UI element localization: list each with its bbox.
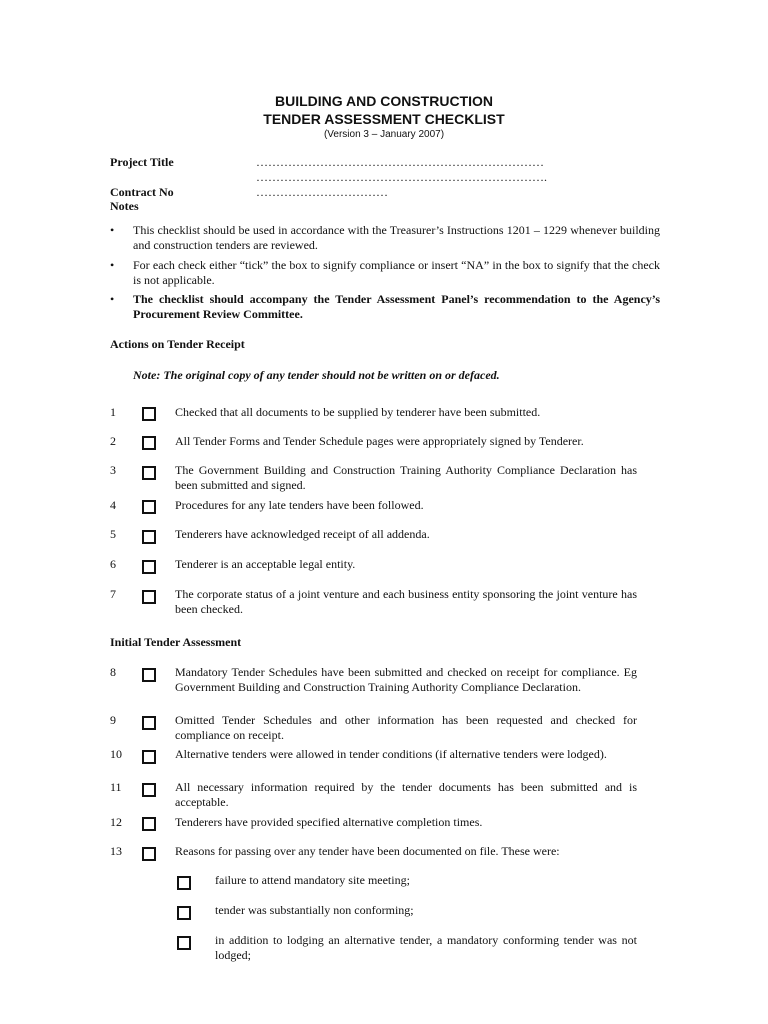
checkbox[interactable] [142,530,156,544]
item-text: Alternative tenders were allowed in tender conditions (if alternative tenders were lodged). [175,747,607,761]
checkbox[interactable] [142,500,156,514]
notes-label: Notes [110,199,139,213]
item-number: 7 [110,587,116,601]
sub-item-text: tender was substantially non conforming; [215,903,414,917]
section-note: Note: The original copy of any tender should not be written on or defaced. [133,368,500,382]
item-number: 11 [110,780,122,794]
sub-item-text: in addition to lodging an alternative tender, a mandatory conforming tender was not lodged; [215,933,637,962]
item-text: Mandatory Tender Schedules have been submitted and checked on receipt for compliance. Eg Government Building and Construction Training Authority Compliance Declaration. [175,665,637,694]
item-text: All necessary information required by the tender documents has been submitted and is acceptable. [175,780,637,809]
checkbox[interactable] [142,716,156,730]
item-number: 8 [110,665,116,679]
item-text: Reasons for passing over any tender have been documented on file. These were: [175,844,560,858]
document-title-line-2: TENDER ASSESSMENT CHECKLIST [263,111,505,127]
note-item: This checklist should be used in accordance with the Treasurer’s Instructions 1201 – 1229 whenever building and construction tenders are reviewed. [133,223,660,252]
item-text: Procedures for any late tenders have been followed. [175,498,424,512]
item-text: All Tender Forms and Tender Schedule pages were appropriately signed by Tenderer. [175,434,584,448]
checkbox[interactable] [142,668,156,682]
checkbox[interactable] [142,407,156,421]
bullet-icon: • [110,223,115,237]
section-heading-actions: Actions on Tender Receipt [110,337,245,351]
item-number: 6 [110,557,116,571]
item-text: Checked that all documents to be supplied by tenderer have been submitted. [175,405,541,419]
item-number: 13 [110,844,122,858]
item-text: Tenderers have provided specified alternative completion times. [175,815,483,829]
note-item: The checklist should accompany the Tender Assessment Panel’s recommendation to the Agency’s Procurement Review Committee. [133,292,660,321]
item-text: Tenderer is an acceptable legal entity. [175,557,356,571]
project-title-dots-1: ……………………………………………………………… [256,155,544,169]
project-title-label: Project Title [110,155,174,169]
checkbox[interactable] [142,436,156,450]
checkbox[interactable] [142,466,156,480]
version-note: (Version 3 – January 2007) [323,129,445,140]
project-title-dots-2: ………………………………………………………………. [256,170,547,184]
item-number: 10 [110,747,122,761]
item-number: 5 [110,527,116,541]
item-number: 1 [110,405,116,419]
contract-no-label: Contract No [110,185,174,199]
document-title-line-1: BUILDING AND CONSTRUCTION [274,93,494,109]
checkbox[interactable] [142,847,156,861]
item-number: 3 [110,463,116,477]
item-number: 4 [110,498,116,512]
item-number: 9 [110,713,116,727]
bullet-icon: • [110,292,115,306]
checkbox[interactable] [177,936,191,950]
item-number: 2 [110,434,116,448]
checkbox[interactable] [142,560,156,574]
item-text: The corporate status of a joint venture and each business entity sponsoring the joint venture has been checked. [175,587,637,616]
item-text: Omitted Tender Schedules and other information has been requested and checked for compliance on receipt. [175,713,637,742]
item-text: The Government Building and Construction Training Authority Compliance Declaration has been submitted and signed. [175,463,637,492]
checkbox[interactable] [142,817,156,831]
item-number: 12 [110,815,122,829]
item-text: Tenderers have acknowledged receipt of all addenda. [175,527,430,541]
checkbox[interactable] [142,590,156,604]
note-item: For each check either “tick” the box to signify compliance or insert “NA” in the box to signify that the check is not applicable. [133,258,660,287]
checkbox[interactable] [177,906,191,920]
contract-no-dots: …………………………… [256,185,388,199]
section-heading-initial: Initial Tender Assessment [110,635,242,649]
bullet-icon: • [110,258,115,272]
checkbox[interactable] [177,876,191,890]
sub-item-text: failure to attend mandatory site meeting; [215,873,410,887]
checkbox[interactable] [142,750,156,764]
checkbox[interactable] [142,783,156,797]
